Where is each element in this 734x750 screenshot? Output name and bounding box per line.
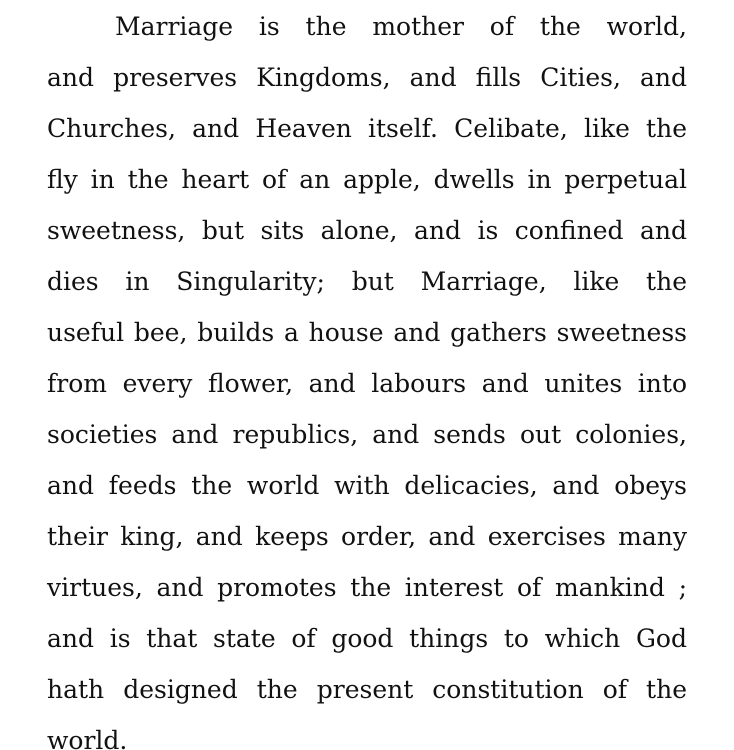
- text-line-8: from every flower, and labours and unites into: [47, 369, 687, 398]
- text-line-14: hath designed the present constitution of the: [47, 675, 687, 704]
- text-line-15: world.: [47, 726, 128, 750]
- text-line-13: and is that state of good things to which God: [47, 624, 687, 653]
- text-line-6: dies in Singularity; but Marriage, like the: [47, 267, 687, 296]
- text-line-10: and feeds the world with delicacies, and obeys: [47, 471, 687, 500]
- text-line-5: sweetness, but sits alone, and is confined and: [47, 216, 687, 245]
- text-line-3: Churches, and Heaven itself. Celibate, like the: [47, 114, 687, 143]
- text-line-1: Marriage is the mother of the world,: [115, 12, 687, 41]
- text-line-11: their king, and keeps order, and exercises many: [47, 522, 687, 551]
- text-line-2: and preserves Kingdoms, and fills Cities, and: [47, 63, 687, 92]
- text-line-12: virtues, and promotes the interest of mankind ;: [47, 573, 687, 602]
- text-line-9: societies and republics, and sends out colonies,: [47, 420, 687, 449]
- text-line-7: useful bee, builds a house and gathers sweetness: [47, 318, 687, 347]
- text-line-4: fly in the heart of an apple, dwells in perpetual: [47, 165, 687, 194]
- text-passage: [47, 0, 687, 750]
